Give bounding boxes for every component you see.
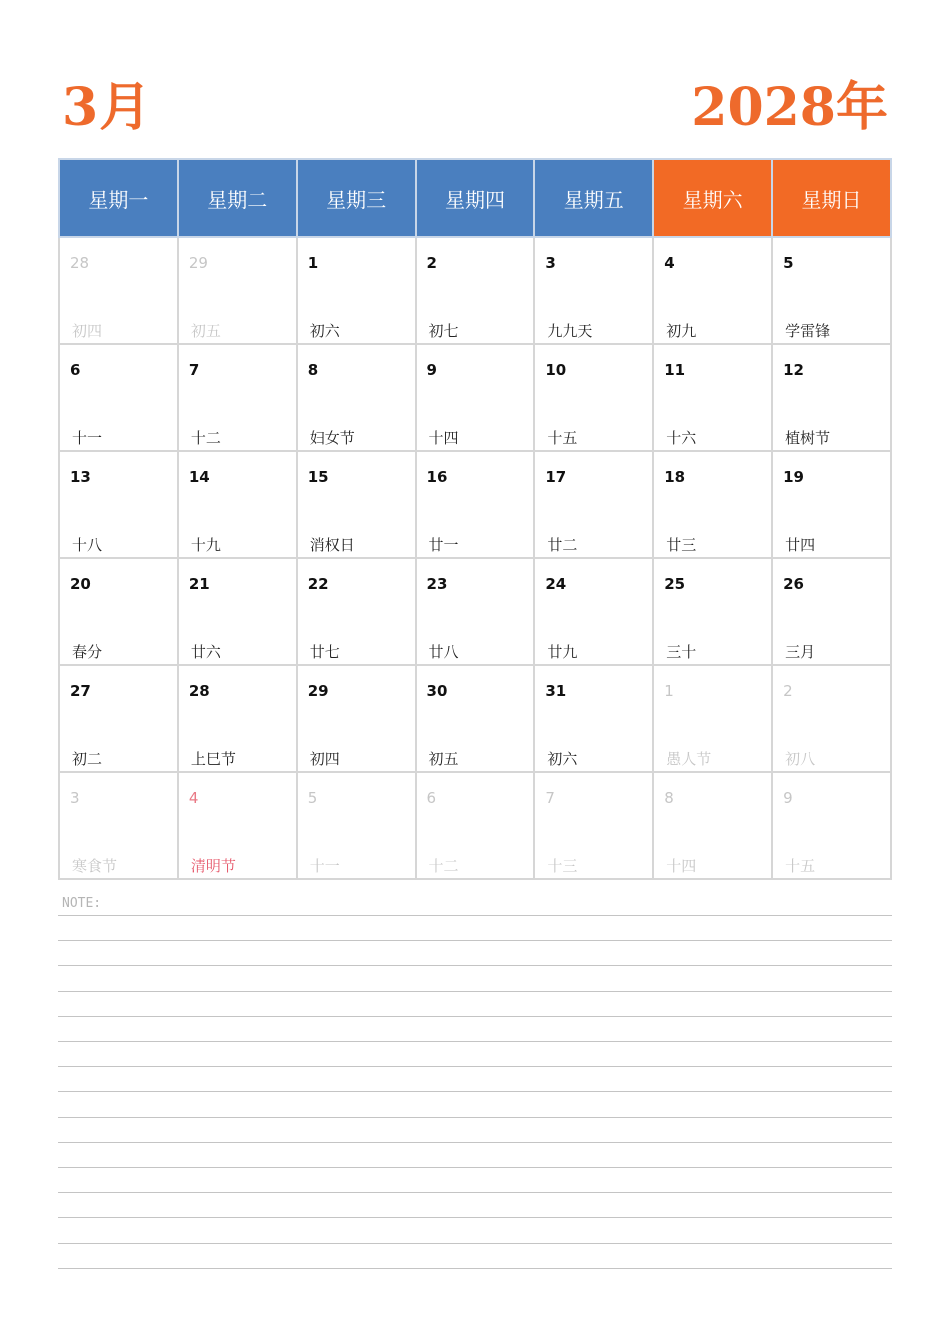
lunar-date-label: 十二 [190,429,221,447]
note-line [58,991,892,992]
month-calendar-grid [58,158,892,880]
day-cell[interactable] [59,772,178,879]
day-cell[interactable] [178,237,297,344]
day-cell[interactable] [59,451,178,558]
day-number: 20 [70,575,91,593]
lunar-date-label: 愚人节 [666,750,712,768]
lunar-date-label: 十九 [190,536,221,554]
lunar-date-label: 十二 [428,857,459,875]
week-row [59,665,891,772]
day-cell[interactable] [178,772,297,879]
week-row [59,451,891,558]
lunar-date-label: 十四 [428,429,459,447]
lunar-date-label: 九九天 [547,322,593,340]
lunar-date-label: 学雷锋 [785,322,831,340]
lunar-date-label: 消权日 [309,536,355,554]
note-line [58,1192,892,1193]
weekday-label: 星期四 [444,187,505,212]
lunar-date-label: 初六 [309,322,340,340]
day-cell[interactable] [416,237,535,344]
day-cell[interactable] [416,451,535,558]
day-number: 7 [188,361,200,379]
day-cell[interactable] [59,558,178,665]
weekday-label: 星期日 [801,187,862,212]
weekday-header-tue [178,159,297,237]
weekday-label: 星期三 [326,187,387,212]
day-cell[interactable] [653,451,772,558]
week-row [59,558,891,665]
note-line [58,1041,892,1042]
year-title: 2028年 [691,77,888,138]
lunar-date-label: 廿八 [428,643,459,661]
lunar-date-label: 十八 [72,536,103,554]
day-cell[interactable] [178,665,297,772]
day-cell[interactable] [653,237,772,344]
lunar-date-label: 植树节 [785,429,831,447]
day-cell[interactable] [534,237,653,344]
lunar-date-label: 三十 [666,643,697,661]
day-cell[interactable] [416,772,535,879]
day-number: 9 [426,361,437,379]
lunar-date-label: 十四 [666,857,697,875]
lunar-date-label: 寒食节 [72,857,118,875]
weekday-label: 星期二 [207,187,268,212]
day-number: 30 [426,682,448,700]
lunar-date-label: 春分 [72,643,103,661]
lunar-date-label: 妇女节 [309,429,355,447]
note-line [58,915,892,916]
lunar-date-label: 初八 [785,750,816,768]
day-cell[interactable] [772,237,891,344]
note-line [58,1217,892,1218]
day-cell[interactable] [416,558,535,665]
weekday-label: 星期一 [88,187,149,212]
lunar-date-label: 初二 [72,750,103,768]
lunar-date-label: 廿二 [547,536,578,554]
weekday-label: 星期六 [682,187,743,212]
day-cell[interactable] [772,772,891,879]
lunar-date-label: 十五 [547,429,578,447]
day-cell[interactable] [534,772,653,879]
day-cell[interactable] [772,558,891,665]
day-cell[interactable] [653,772,772,879]
day-cell[interactable] [297,772,416,879]
lunar-date-label: 十一 [72,429,103,447]
note-line [58,1016,892,1017]
day-number: 9 [783,789,793,807]
day-number: 17 [545,468,567,486]
day-cell[interactable] [178,451,297,558]
day-number: 21 [188,575,210,593]
day-number: 19 [783,468,804,486]
day-cell[interactable] [178,344,297,451]
week-row [59,344,891,451]
note-line [58,1243,892,1244]
day-number: 8 [307,361,319,379]
day-cell[interactable] [534,344,653,451]
day-cell[interactable] [772,451,891,558]
lunar-date-label: 初九 [666,322,697,340]
lunar-date-label: 初六 [547,750,578,768]
day-number: 16 [426,468,448,486]
day-cell[interactable] [653,344,772,451]
lunar-date-label: 十五 [785,857,816,875]
day-number: 31 [545,682,567,700]
weekday-header-mon [59,159,178,237]
day-cell[interactable] [653,558,772,665]
day-cell[interactable] [297,237,416,344]
day-cell[interactable] [416,344,535,451]
lunar-date-label: 初四 [72,322,103,340]
lunar-date-label: 十三 [547,857,578,875]
day-cell[interactable] [416,665,535,772]
lunar-date-label: 三月 [785,643,816,661]
day-cell[interactable] [534,665,653,772]
day-number: 1 [664,682,674,700]
weekday-header-row [59,159,891,237]
notes-label: NOTE: [62,896,102,911]
day-cell[interactable] [178,558,297,665]
day-number: 8 [664,789,674,807]
day-cell[interactable] [297,558,416,665]
day-number: 26 [783,575,804,593]
day-number: 18 [664,468,686,486]
note-line [58,1066,892,1067]
day-number: 12 [783,361,804,379]
day-cell[interactable] [59,344,178,451]
day-cell[interactable] [772,344,891,451]
calendar-body [59,237,891,879]
lunar-date-label: 廿七 [309,643,340,661]
lunar-date-label: 十六 [666,429,697,447]
day-number: 14 [188,468,210,486]
lunar-date-label: 初七 [428,322,459,340]
day-number: 29 [307,682,329,700]
day-number: 7 [545,789,555,807]
day-number: 6 [426,789,437,807]
day-number: 2 [426,254,437,272]
day-number: 15 [307,468,329,486]
lunar-date-label: 上巳节 [190,750,236,768]
day-number: 28 [70,254,90,272]
day-number: 1 [307,254,319,272]
note-line [58,965,892,966]
day-number: 13 [70,468,91,486]
day-number: 4 [664,254,675,272]
note-line [58,940,892,941]
day-number: 22 [307,575,329,593]
day-number: 3 [70,789,80,807]
day-number: 24 [545,575,567,593]
note-line [58,1117,892,1118]
day-cell[interactable] [297,344,416,451]
lunar-date-label: 十一 [309,857,340,875]
weekday-header-wed [297,159,416,237]
day-number: 6 [70,361,81,379]
weekday-header-thu [416,159,535,237]
day-cell[interactable] [59,237,178,344]
day-number: 4 [188,789,199,807]
lunar-date-label: 廿六 [190,643,221,661]
day-number: 2 [783,682,793,700]
day-number: 25 [664,575,686,593]
day-number: 29 [188,254,208,272]
day-number: 23 [426,575,448,593]
day-number: 10 [545,361,567,379]
day-cell[interactable] [534,558,653,665]
weekday-header-sun [772,159,891,237]
note-line [58,1142,892,1143]
day-number: 11 [664,361,686,379]
day-cell[interactable] [297,665,416,772]
day-number: 3 [545,254,556,272]
lunar-date-label: 廿一 [428,536,459,554]
day-cell[interactable] [534,451,653,558]
day-cell[interactable] [772,665,891,772]
lunar-date-label: 廿三 [666,536,697,554]
weekday-header-sat [653,159,772,237]
lunar-date-label: 廿四 [785,536,816,554]
day-number: 28 [188,682,210,700]
lunar-date-label: 初五 [428,750,459,768]
day-number: 5 [783,254,794,272]
week-row [59,772,891,879]
day-cell[interactable] [59,665,178,772]
weekday-label: 星期五 [563,187,624,212]
month-title: 3月 [62,77,153,138]
note-line [58,1091,892,1092]
week-row [59,237,891,344]
day-number: 27 [70,682,91,700]
weekday-header-fri [534,159,653,237]
day-number: 5 [307,789,318,807]
note-line [58,1167,892,1168]
lunar-date-label: 清明节 [190,857,236,875]
day-cell[interactable] [297,451,416,558]
lunar-date-label: 初五 [190,322,221,340]
day-cell[interactable] [653,665,772,772]
note-line [58,1268,892,1269]
lunar-date-label: 廿九 [547,643,578,661]
lunar-date-label: 初四 [309,750,340,768]
